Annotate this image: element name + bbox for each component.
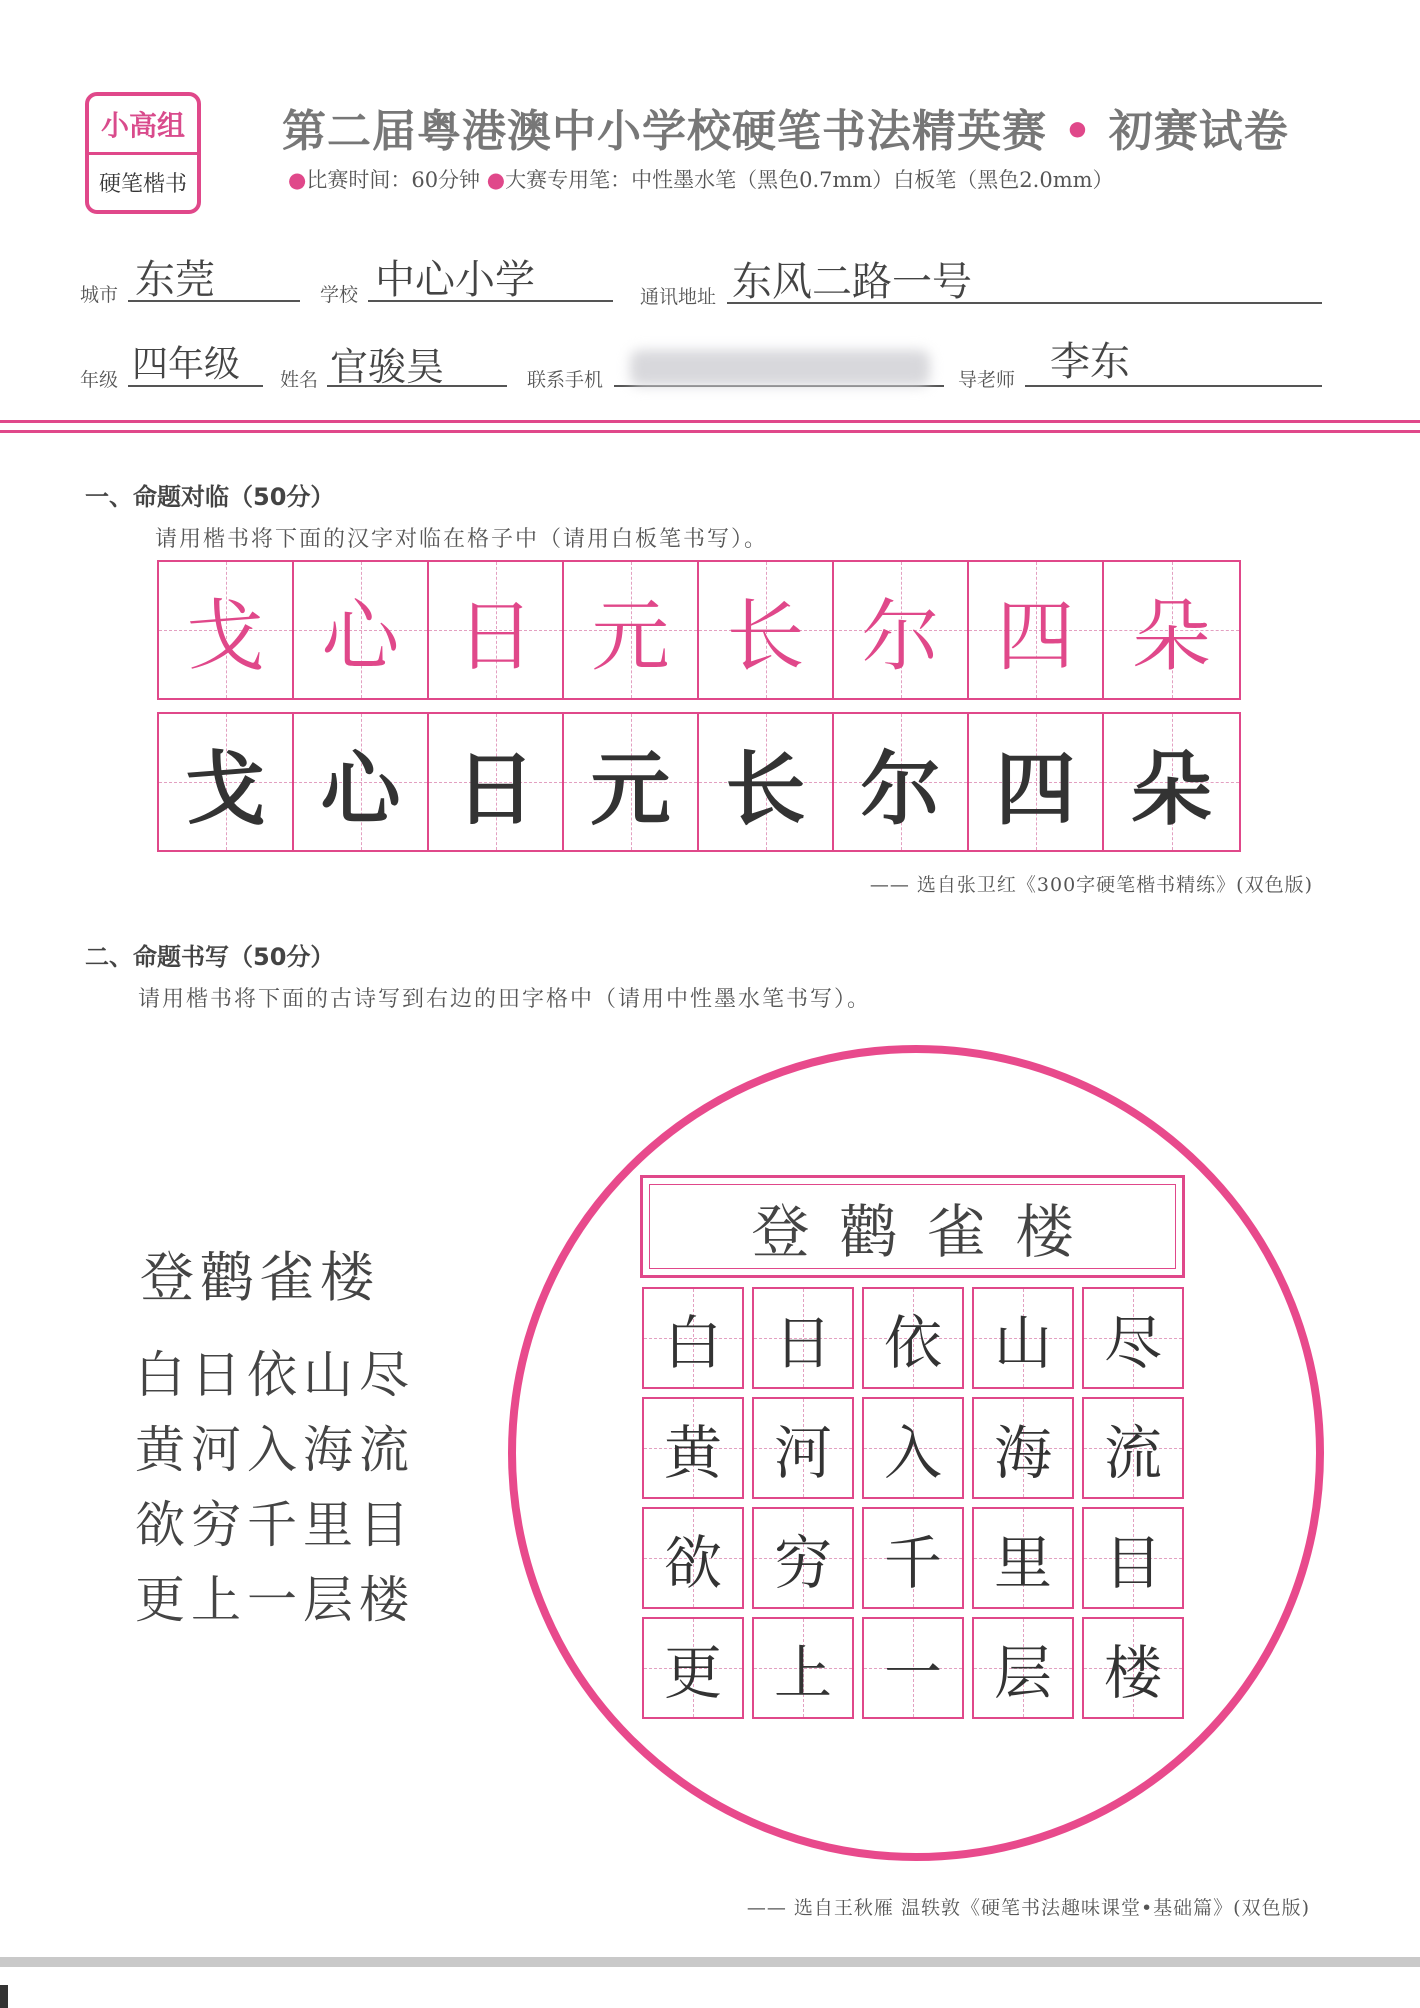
written-copy-grid <box>157 712 1241 852</box>
written-char: 千 <box>883 1529 942 1597</box>
poem-title-box[interactable] <box>640 1175 1185 1278</box>
tianzi-cell[interactable] <box>642 1287 744 1389</box>
tianzi-cell[interactable] <box>972 1617 1074 1719</box>
written-char: 入 <box>883 1419 942 1487</box>
written-char: 穷 <box>773 1529 832 1597</box>
written-char: 白 <box>663 1309 722 1377</box>
written-char: 长 <box>725 742 806 836</box>
poem-line: 更上一层楼 <box>135 1571 415 1629</box>
tianzi-cell[interactable] <box>972 1397 1074 1499</box>
copy-cell[interactable] <box>294 562 429 698</box>
name-field[interactable]: 官骏昊 <box>330 345 445 389</box>
tianzi-cell[interactable] <box>642 1397 744 1499</box>
tianzi-cell[interactable] <box>862 1287 964 1389</box>
group-badge <box>85 92 201 214</box>
header-divider <box>0 430 1420 433</box>
teacher-label: 导老师 <box>958 369 1016 391</box>
title-suffix: 初赛试卷 <box>1108 106 1289 157</box>
school-label: 学校 <box>320 284 359 306</box>
address-field[interactable]: 东风二路一号 <box>732 259 972 305</box>
section1-title: 一、命题对临（50分） <box>85 483 335 511</box>
written-char: 海 <box>993 1419 1052 1487</box>
tianzi-cell[interactable] <box>752 1397 854 1499</box>
written-char: 四 <box>995 742 1076 836</box>
page-title <box>282 95 1289 159</box>
badge-group-label: 小高组 <box>89 96 197 155</box>
exam-rules <box>288 164 1114 194</box>
written-cell[interactable] <box>699 714 834 850</box>
bullet-icon: ● <box>486 168 506 192</box>
teacher-field[interactable]: 李东 <box>1050 339 1130 385</box>
tianzi-cell[interactable] <box>862 1617 964 1719</box>
copy-char: 尔 <box>861 592 940 682</box>
bullet-icon: ● <box>288 168 307 192</box>
copy-cell[interactable] <box>159 562 294 698</box>
section2-source: —— 选自王秋雁 温轶敦《硬笔书法趣味课堂•基础篇》(双色版) <box>746 1897 1310 1919</box>
written-char: 元 <box>590 742 671 836</box>
copy-char: 长 <box>726 592 805 682</box>
copy-char: 四 <box>996 592 1075 682</box>
written-char: 尔 <box>860 742 941 836</box>
copy-cell[interactable] <box>429 562 564 698</box>
tianzi-cell[interactable] <box>1082 1617 1184 1719</box>
title-main: 第二届粤港澳中小学校硬笔书法精英赛 <box>282 106 1047 157</box>
tianzi-cell[interactable] <box>1082 1397 1184 1499</box>
written-char: 戈 <box>185 742 266 836</box>
written-cell[interactable] <box>1104 714 1239 850</box>
written-cell[interactable] <box>834 714 969 850</box>
city-label: 城市 <box>80 284 119 306</box>
phone-label: 联系手机 <box>527 369 604 391</box>
written-char: 楼 <box>1103 1639 1162 1707</box>
section2-instruction: 请用楷书将下面的古诗写到右边的田字格中（请用中性墨水笔书写）。 <box>138 987 872 1012</box>
copy-cell[interactable] <box>969 562 1104 698</box>
section2-title: 二、命题书写（50分） <box>85 943 335 971</box>
written-cell[interactable] <box>294 714 429 850</box>
poem-line: 黄河入海流 <box>135 1421 415 1479</box>
header-divider <box>0 420 1420 423</box>
school-field[interactable]: 中心小学 <box>375 257 535 303</box>
title-separator: • <box>1063 106 1093 157</box>
written-char: 流 <box>1103 1419 1162 1487</box>
rule-time: 比赛时间：60分钟 <box>306 168 481 192</box>
copy-char: 戈 <box>186 592 265 682</box>
written-char: 河 <box>773 1419 832 1487</box>
copy-char: 心 <box>321 592 400 682</box>
section1-instruction: 请用楷书将下面的汉字对临在格子中（请用白板笔书写）。 <box>155 527 769 552</box>
written-cell[interactable] <box>159 714 294 850</box>
copy-cell[interactable] <box>699 562 834 698</box>
written-cell[interactable] <box>564 714 699 850</box>
scan-corner-mark <box>0 1985 8 2008</box>
written-char: 目 <box>1103 1529 1162 1597</box>
copy-char: 元 <box>591 592 670 682</box>
tianzi-cell[interactable] <box>972 1507 1074 1609</box>
written-poem-title: 登鹳雀楼 <box>751 1197 1104 1266</box>
pink-copy-grid <box>157 560 1241 700</box>
rule-pens: 大赛专用笔：中性墨水笔（黑色0.7mm）白板笔（黑色2.0mm） <box>505 168 1114 192</box>
tianzi-cell[interactable] <box>1082 1287 1184 1389</box>
written-char: 心 <box>320 742 401 836</box>
copy-char: 朵 <box>1132 592 1211 682</box>
poem-line: 欲穷千里目 <box>135 1496 415 1554</box>
copy-cell[interactable] <box>564 562 699 698</box>
written-cell[interactable] <box>969 714 1104 850</box>
tianzi-cell[interactable] <box>752 1617 854 1719</box>
poem-title: 登鹳雀楼 <box>140 1246 380 1309</box>
written-char: 依 <box>883 1309 942 1377</box>
badge-style-label: 硬笔楷书 <box>98 171 187 197</box>
tianzi-cell[interactable] <box>752 1507 854 1609</box>
copy-char: 日 <box>456 592 535 682</box>
written-char: 尽 <box>1103 1309 1162 1377</box>
scan-edge-bar <box>0 1957 1420 1967</box>
tianzi-cell[interactable] <box>752 1287 854 1389</box>
city-field[interactable]: 东莞 <box>135 257 215 303</box>
written-char: 欲 <box>663 1529 722 1597</box>
written-char: 山 <box>993 1309 1052 1377</box>
copy-cell[interactable] <box>1104 562 1239 698</box>
copy-cell[interactable] <box>834 562 969 698</box>
phone-field-redacted[interactable] <box>630 350 930 386</box>
written-char: 朵 <box>1131 742 1212 836</box>
tianzi-cell[interactable] <box>862 1397 964 1499</box>
written-char: 日 <box>773 1309 832 1377</box>
tianzi-cell[interactable] <box>1082 1507 1184 1609</box>
written-char: 里 <box>993 1529 1052 1597</box>
tianzi-cell[interactable] <box>642 1507 744 1609</box>
address-label: 通讯地址 <box>640 286 717 308</box>
written-char: 黄 <box>663 1419 722 1487</box>
written-char: 上 <box>773 1639 832 1707</box>
tianzi-cell[interactable] <box>862 1507 964 1609</box>
tianzi-cell[interactable] <box>642 1617 744 1719</box>
written-cell[interactable] <box>429 714 564 850</box>
written-char: 层 <box>993 1639 1052 1707</box>
written-char: 更 <box>663 1639 722 1707</box>
written-char: 日 <box>455 742 536 836</box>
written-char: 一 <box>883 1639 942 1707</box>
grade-field[interactable]: 四年级 <box>132 344 241 385</box>
section1-source: —— 选自张卫红《300字硬笔楷书精练》(双色版) <box>869 874 1313 896</box>
name-label: 姓名 <box>280 369 319 391</box>
tianzi-cell[interactable] <box>972 1287 1074 1389</box>
grade-label: 年级 <box>80 369 119 391</box>
poem-line: 白日依山尽 <box>135 1346 415 1404</box>
